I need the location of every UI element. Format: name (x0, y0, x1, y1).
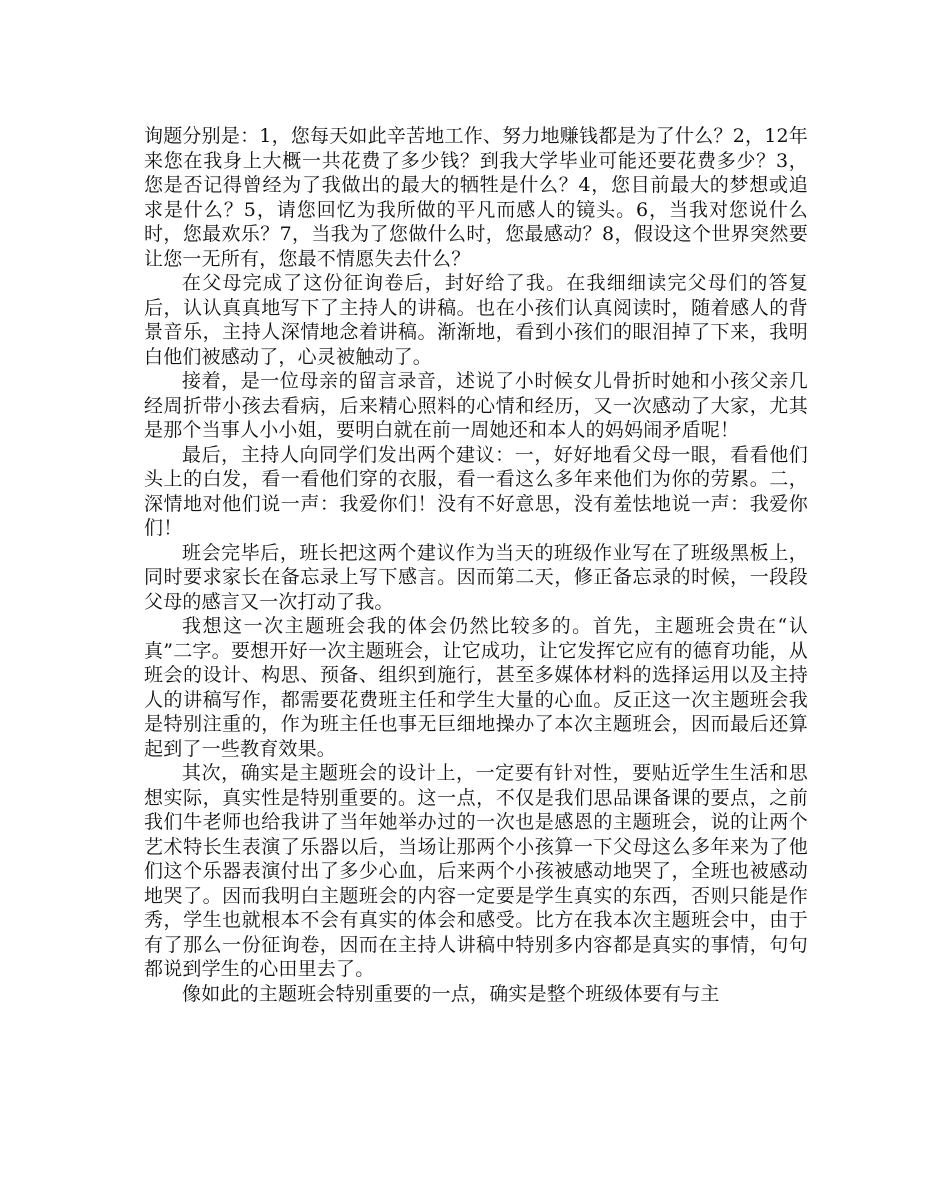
paragraph-reflection-first: 我想这一次主题班会我的体会仍然比较多的。首先，主题班会贵在“认真”二字。要想开好一次主题班会，让它成功，让它发挥它应有的德育功能，从班会的设计、构思、预备、组织到施行，甚至多媒体材料的选择运用以及主持人的讲稿写作，都需要花费班主任和学生大量的心血。反正这一次主题班会我是特别注重的，作为班主任也事无巨细地操办了本次主题班会，因而最后还算起到了一些教育效果。 (144, 615, 808, 760)
paragraph-questionnaire-items: 询题分别是：1，您每天如此辛苦地工作、努力地赚钱都是为了什么？2，12年来您在我身上大概一共花费了多少钱？到我大学毕业可能还要花费多少？3，您是否记得曾经为了我做出的最大的牺牲是什么？4，您目前最大的梦想或追求是什么？5，请您回忆为我所做的平凡而感人的镜头。6，当我对您说什么时，您最欢乐？7，当我为了您做什么时，您最感动？8，假设这个世界突然要让您一无所有，您最不情愿失去什么？ (144, 125, 808, 270)
paragraph-host-script: 在父母完成了这份征询卷后，封好给了我。在我细细读完父母们的答复后，认认真真地写下了主持人的讲稿。也在小孩们认真阅读时，随着感人的背景音乐，主持人深情地念着讲稿。渐渐地，看到小孩们的眼泪掉了下来，我明白他们被感动了，心灵被触动了。 (144, 272, 808, 368)
paragraph-two-suggestions: 最后，主持人向同学们发出两个建议：一，好好地看父母一眼，看看他们头上的白发，看一看他们穿的衣服，看一看这么多年来他们为你的劳累。二，深情地对他们说一声：我爱你们！没有不好意思，没有羞怯地说一声：我爱你们！ (144, 443, 808, 539)
paragraph-class-homework: 班会完毕后，班长把这两个建议作为当天的班级作业写在了班级黑板上，同时要求家长在备忘录上写下感言。因而第二天，修正备忘录的时候，一段段父母的感言又一次打动了我。 (144, 541, 808, 613)
paragraph-reflection-third: 像如此的主题班会特别重要的一点，确实是整个班级体要有与主 (182, 982, 720, 1005)
paragraph-reflection-second: 其次，确实是主题班会的设计上，一定要有针对性，要贴近学生生活和思想实际，真实性是特别重要的。这一点，不仅是我们思品课备课的要点，之前我们牛老师也给我讲了当年她举办过的一次也是感恩的主题班会，说的让两个艺术特长生表演了乐器以后，当场让那两个小孩算一下父母这么多年来为了他们这个乐器表演付出了多少心血，后来两个小孩被感动地哭了，全班也被感动地哭了。因而我明白主题班会的内容一定要是学生真实的东西，否则只能是作秀，学生也就根本不会有真实的体会和感受。比方在我本次主题班会中，由于有了那么一份征询卷，因而在主持人讲稿中特别多内容都是真实的事情，句句都说到学生的心田里去了。 (144, 762, 808, 980)
document-body (144, 124, 808, 1006)
paragraph-mother-recording: 接着，是一位母亲的留言录音，述说了小时候女儿骨折时她和小孩父亲几经周折带小孩去看病，后来精心照料的心情和经历，又一次感动了大家，尤其是那个当事人小小姐，要明白就在前一周她还和本人的妈妈闹矛盾呢！ (144, 370, 808, 441)
